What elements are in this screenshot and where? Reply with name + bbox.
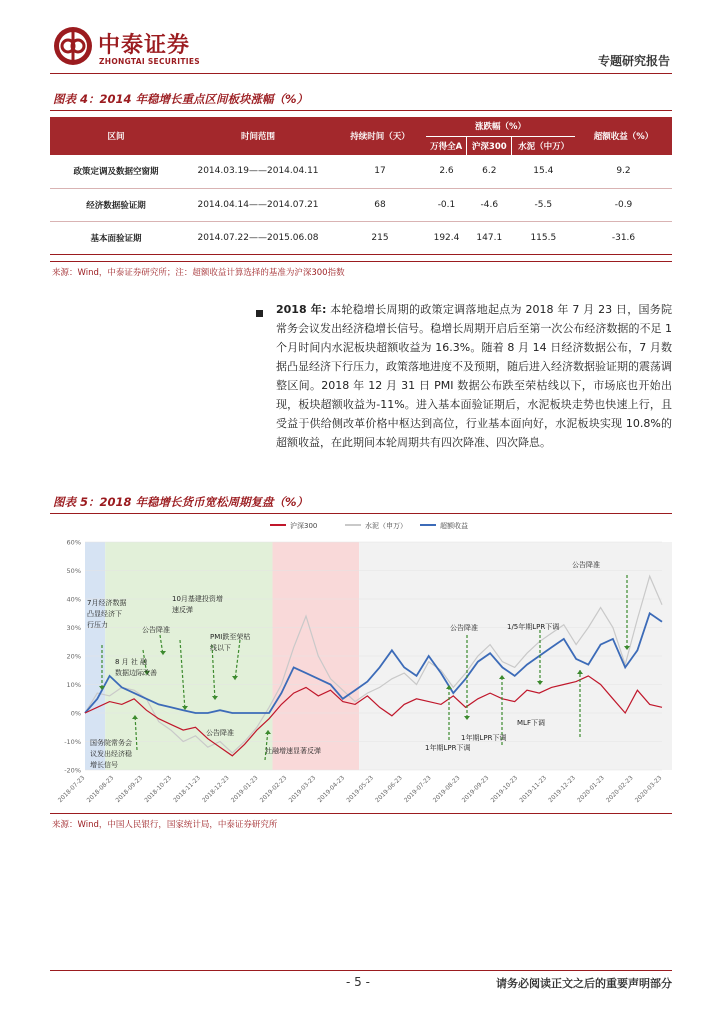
col-gain-group: 涨跌幅（%） <box>426 117 575 136</box>
chart-x-ticks <box>57 774 664 804</box>
y-tick-label: 30% <box>66 624 81 632</box>
annotation-pmi <box>210 632 250 654</box>
x-tick-label: 2019-02-23 <box>258 774 289 805</box>
annotation-line: PMI跌至荣枯 <box>210 633 251 641</box>
figure5-bottom-rule <box>50 813 672 814</box>
cell-hs300: -4.6 <box>480 199 499 210</box>
paragraph-lead: 2018 年: <box>276 303 327 316</box>
cell-range: 2014.03.19——2014.04.11 <box>197 166 319 177</box>
y-tick-label: 50% <box>66 567 81 575</box>
paragraph-body: 本轮稳增长周期的政策定调落地起点为 2018 年 7 月 23 日，国务院常务会议发出经济稳增长信号。稳增长周期开启后至第一次公布经济数据的不足 1 个月时间内水泥板块超额收益为 16.3%。随着 8 月 14 日经济数据公布，7 月数据凸显经济下行压力，政策落地进度不及预期，随后进入经济数据验证期的震荡调整区间。2018 年 12 月 31 日 PMI 数据公布跌至荣枯线以下，市场底也开始出现，板块超额收益为-11%。进入基本面验证期后，水泥板块走势也快速上行，且受益于供给侧改革价格中枢达到高位，行业基本面向好，水泥板块实现 10.8%的超额收益，在此期间本轮周期共有四次降准、四次降息。 <box>276 303 673 449</box>
annotation-aug-social-financing <box>115 657 157 679</box>
annotation-lpr-1-5y: 1/5年期LPR下调 <box>507 623 560 631</box>
cell-duration: 68 <box>374 199 386 210</box>
x-tick-label: 2019-06-23 <box>374 774 404 805</box>
x-tick-label: 2020-03-23 <box>633 774 664 805</box>
paragraph-2018 <box>276 300 672 452</box>
y-tick-label: 10% <box>66 681 81 689</box>
cell-section: 经济数据验证期 <box>86 200 146 211</box>
company-name-en: ZHONGTAI SECURITIES <box>99 57 200 66</box>
footer-disclaimer: 请务必阅读正文之后的重要声明部分 <box>496 977 672 990</box>
col-duration: 持续时间（天） <box>334 117 426 155</box>
header-divider <box>50 73 672 74</box>
cell-wind-a: -0.1 <box>437 199 456 210</box>
company-name-cn: 中泰证券 <box>98 33 191 58</box>
x-tick-label: 2019-10-23 <box>489 774 520 805</box>
cell-section: 政策定调及数据空窗期 <box>73 167 159 178</box>
report-type: 专题研究报告 <box>597 54 670 68</box>
cell-excess: 9.2 <box>616 166 631 177</box>
cell-wind-a: 2.6 <box>439 166 454 177</box>
annotation-line: 线以下 <box>210 644 231 652</box>
annotation-rrr-cut-4: 公告降准 <box>572 561 600 569</box>
bullet-square <box>256 310 263 317</box>
y-tick-label: 0% <box>70 709 81 718</box>
annotation-lpr-1y-b: 1年期LPR下调 <box>461 734 507 742</box>
cell-hs300: 6.2 <box>482 166 497 177</box>
annotation-line: 数据边际改善 <box>115 669 157 677</box>
x-tick-label: 2019-04-23 <box>316 774 347 805</box>
cell-range: 2014.07.22——2015.06.08 <box>197 232 319 243</box>
table4-title: 图表 4：2014 年稳增长重点区间板块涨幅（%） <box>53 92 309 106</box>
cell-cement: -5.5 <box>534 199 553 210</box>
cell-hs300: 147.1 <box>476 232 503 243</box>
cell-cement: 115.5 <box>530 232 557 243</box>
x-tick-label: 2019-12-23 <box>547 774 577 805</box>
footer-divider <box>50 970 672 971</box>
y-tick-label: 40% <box>66 595 81 604</box>
annotation-line: 凸显经济下 <box>87 610 122 618</box>
y-tick-label: -20% <box>64 766 81 775</box>
annotation-line: 速反弹 <box>172 606 193 614</box>
annotation-july-data <box>87 598 126 631</box>
annotation-rrr-cut-1: 公告降准 <box>142 626 170 634</box>
cell-excess: -31.6 <box>611 232 636 243</box>
legend-label: 超额收益 <box>440 522 468 530</box>
x-tick-label: 2019-05-23 <box>345 774 375 805</box>
annotation-rrr-cut-2: 公告降准 <box>206 729 234 737</box>
x-tick-label: 2019-07-23 <box>403 774 433 805</box>
figure5-source: 来源：Wind，中国人民银行，国家统计局，中泰证券研究所 <box>52 820 278 830</box>
x-tick-label: 2018-12-23 <box>201 774 231 805</box>
cell-section: 基本面验证期 <box>90 233 142 244</box>
annotation-lpr-1y-a: 1年期LPR下调 <box>425 744 471 752</box>
annotation-line: 行压力 <box>87 621 108 629</box>
x-tick-label: 2018-10-23 <box>143 774 173 805</box>
x-tick-label: 2019-08-23 <box>431 774 462 805</box>
cell-cement: 15.4 <box>533 166 554 177</box>
cell-excess: -0.9 <box>614 199 633 210</box>
page-number: - 5 - <box>346 975 370 989</box>
table-row <box>50 188 672 221</box>
col-wind-a: 万得全A <box>426 136 467 155</box>
cell-duration: 215 <box>371 232 389 243</box>
col-section: 区间 <box>50 117 182 155</box>
company-logo <box>53 26 93 66</box>
col-hs300: 沪深300 <box>467 136 512 155</box>
col-excess: 超额收益（%） <box>575 117 672 155</box>
cell-range: 2014.04.14——2014.07.21 <box>197 199 319 210</box>
annotation-line: 增长信号 <box>90 761 118 769</box>
annotation-line: 议发出经济稳 <box>90 750 132 758</box>
y-tick-label: -10% <box>64 738 81 746</box>
annotation-line: 8 月 社 融 <box>115 658 148 666</box>
legend-label: 沪深300 <box>290 522 318 530</box>
table-row <box>50 155 672 188</box>
legend-label: 水泥（申万） <box>365 522 407 530</box>
annotation-oct-infra <box>172 594 223 616</box>
figure5-title: 图表 5：2018 年稳增长货币宽松周期复盘（%） <box>53 495 309 509</box>
chart-y-ticks <box>64 539 81 775</box>
table4-title-rule <box>50 110 672 111</box>
annotation-social-financing-rebound: 社融增速显著反弹 <box>265 747 321 755</box>
cell-duration: 17 <box>374 166 386 177</box>
table4-source: 来源：Wind，中泰证券研究所；注：超额收益计算选择的基准为沪深300指数 <box>52 268 345 278</box>
y-tick-label: 20% <box>66 652 81 661</box>
annotation-mlf-cut: MLF下调 <box>517 719 545 727</box>
x-tick-label: 2019-11-23 <box>518 774 549 805</box>
x-tick-label: 2018-07-23 <box>56 774 87 805</box>
x-tick-label: 2018-09-23 <box>114 774 145 805</box>
annotation-line: 10月基建投资增 <box>172 595 223 603</box>
x-tick-label: 2020-02-23 <box>604 774 635 805</box>
annotation-rrr-cut-3: 公告降准 <box>450 624 478 632</box>
table4 <box>50 117 672 255</box>
col-cement: 水泥（中万） <box>512 136 575 155</box>
chart-legend <box>270 521 468 530</box>
x-tick-label: 2018-08-23 <box>85 774 116 805</box>
col-range: 时间范围 <box>182 117 334 155</box>
x-tick-label: 2020-01-23 <box>576 774 606 805</box>
x-tick-label: 2018-11-23 <box>172 774 202 805</box>
y-tick-label: 60% <box>66 538 81 547</box>
table-row <box>50 221 672 254</box>
x-tick-label: 2019-03-23 <box>287 774 318 805</box>
cell-wind-a: 192.4 <box>433 232 460 243</box>
x-tick-label: 2019-01-23 <box>229 774 260 805</box>
x-tick-label: 2019-09-23 <box>460 774 491 805</box>
annotation-line: 国务院常务会 <box>90 739 132 747</box>
figure5-title-rule <box>50 513 672 514</box>
annotation-line: 7月经济数据 <box>87 599 127 607</box>
annotation-state-council <box>90 738 132 771</box>
table4-bottom-rule <box>50 261 672 262</box>
